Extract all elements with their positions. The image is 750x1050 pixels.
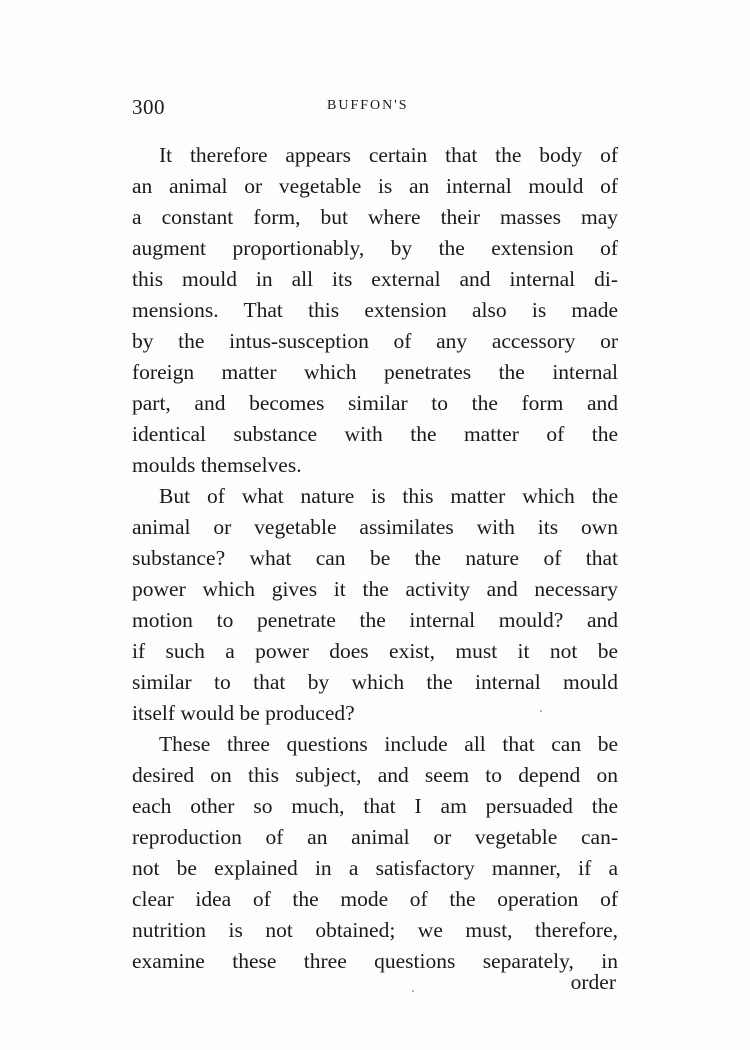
- text-line: foreign matter which penetrates the internal: [132, 360, 618, 384]
- text-line: this mould in all its external and internal di-: [132, 267, 618, 291]
- catchword: order: [570, 970, 616, 994]
- text-line: not be explained in a satisfactory manner, if a: [132, 856, 618, 880]
- body-text: [132, 140, 618, 977]
- paper-speck: [412, 990, 414, 992]
- text-line: animal or vegetable assimilates with its own: [132, 515, 618, 539]
- text-line: substance? what can be the nature of that: [132, 546, 618, 570]
- text-line: moulds themselves.: [132, 453, 302, 477]
- text-line: if such a power does exist, must it not be: [132, 639, 618, 663]
- text-line: nutrition is not obtained; we must, therefore,: [132, 918, 618, 942]
- text-line: It therefore appears certain that the body of: [159, 143, 618, 167]
- text-line: mensions. That this extension also is made: [132, 298, 618, 322]
- text-line: itself would be produced?: [132, 701, 355, 725]
- text-line: But of what nature is this matter which the: [159, 484, 618, 508]
- running-head: BUFFON'S: [327, 98, 409, 113]
- text-line: a constant form, but where their masses may: [132, 205, 618, 229]
- page-header: [132, 95, 618, 119]
- page-number: 300: [132, 95, 165, 119]
- paper-speck: [540, 710, 542, 712]
- text-line: motion to penetrate the internal mould? and: [132, 608, 618, 632]
- text-line: desired on this subject, and seem to depend on: [132, 763, 618, 787]
- paragraph: [132, 729, 618, 977]
- text-line: augment proportionably, by the extension of: [132, 236, 618, 260]
- text-line: These three questions include all that can be: [159, 732, 618, 756]
- text-line: an animal or vegetable is an internal mould of: [132, 174, 618, 198]
- text-line: part, and becomes similar to the form and: [132, 391, 618, 415]
- text-line: similar to that by which the internal mould: [132, 670, 618, 694]
- text-line: reproduction of an animal or vegetable can-: [132, 825, 618, 849]
- text-line: power which gives it the activity and necessary: [132, 577, 618, 601]
- text-line: identical substance with the matter of the: [132, 422, 618, 446]
- text-line: clear idea of the mode of the operation of: [132, 887, 618, 911]
- text-line: by the intus-susception of any accessory or: [132, 329, 618, 353]
- paragraph: [132, 481, 618, 729]
- paragraph: [132, 140, 618, 481]
- text-line: each other so much, that I am persuaded the: [132, 794, 618, 818]
- text-line: examine these three questions separately, in: [132, 949, 618, 973]
